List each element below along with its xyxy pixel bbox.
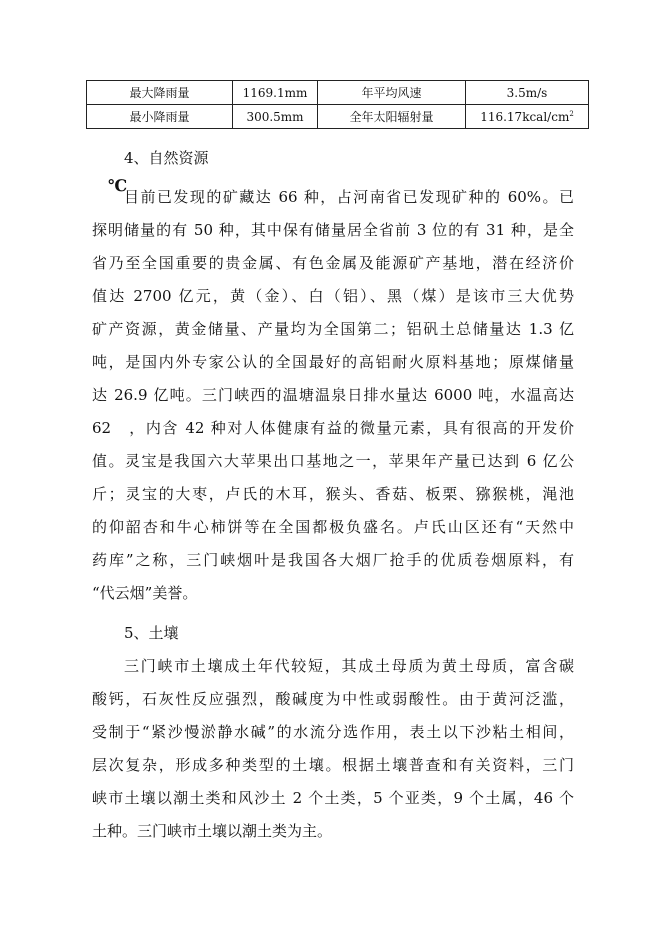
paragraph-line: 受制于“紧沙慢淤静水碱”的水流分选作用，表土以下沙粘土相间，	[92, 723, 574, 741]
table-cell-label: 最大降雨量	[87, 81, 233, 105]
solar-radiation-value: 116.17kcal/cm	[480, 109, 570, 124]
paragraph-line: 达 26.9 亿吨。三门峡西的温塘温泉日排水量达 6000 吨，水温高达	[92, 386, 574, 404]
table-cell-label: 年平均风速	[318, 81, 466, 105]
section-heading-natural-resources: 4、自然资源	[124, 149, 209, 167]
degree-symbol: ℃	[108, 176, 128, 195]
table-row	[87, 105, 589, 129]
paragraph-line: 药库”之称，三门峡烟叶是我国各大烟厂抢手的优质卷烟原料，有	[92, 551, 574, 569]
section-heading-soil: 5、土壤	[124, 624, 179, 642]
paragraph-line: 探明储量的有 50 种，其中保有储量居全省前 3 位的有 31 种，是全	[92, 221, 574, 239]
paragraph-line: 值。灵宝是我国六大苹果出口基地之一，苹果年产量已达到 6 亿公	[92, 452, 574, 470]
paragraph-line: 酸钙，石灰性反应强烈，酸碱度为中性或弱酸性。由于黄河泛滥，	[92, 690, 574, 708]
paragraph-line: 值达 2700 亿元，黄（金）、白（铝）、黑（煤）是该市三大优势	[92, 287, 574, 305]
paragraph-line: 斤；灵宝的大枣，卢氏的木耳，猴头、香菇、板栗、猕猴桃，渑池	[92, 485, 574, 503]
paragraph-line: 吨，是国内外专家公认的全国最好的高铝耐火原料基地；原煤储量	[92, 353, 574, 371]
table-cell-value: 300.5mm	[233, 105, 318, 129]
paragraph-line: 三门峡市土壤成土年代较短，其成土母质为黄土母质，富含碳	[124, 657, 574, 675]
table-cell-value: 3.5m/s	[466, 81, 589, 105]
paragraph-line: 层次复杂，形成多种类型的土壤。根据土壤普查和有关资料，三门	[92, 756, 574, 774]
table-cell-label: 全年太阳辐射量	[318, 105, 466, 129]
paragraph-line: 目前已发现的矿藏达 66 种，占河南省已发现矿种的 60%。已	[124, 188, 574, 206]
table-cell-value	[466, 105, 589, 129]
table-cell-label: 最小降雨量	[87, 105, 233, 129]
paragraph-line: 62 ，内含 42 种对人体健康有益的微量元素，具有很高的开发价	[92, 419, 574, 437]
table-row	[87, 81, 589, 105]
paragraph-line: 矿产资源，黄金储量、产量均为全国第二；铝矾土总储量达 1.3 亿	[92, 320, 574, 338]
paragraph-line: 省乃至全国重要的贵金属、有色金属及能源矿产基地，潜在经济价	[92, 254, 574, 272]
table-cell-value: 1169.1mm	[233, 81, 318, 105]
paragraph-line: “代云烟”美誉。	[92, 584, 198, 602]
paragraph-line: 土种。三门峡市土壤以潮土类为主。	[92, 822, 333, 840]
climate-data-table	[86, 80, 589, 129]
unit-exponent: 2	[569, 109, 574, 118]
paragraph-line: 的仰韶杏和牛心柿饼等在全国都极负盛名。卢氏山区还有“天然中	[92, 518, 574, 536]
paragraph-line: 峡市土壤以潮土类和风沙土 2 个土类，5 个亚类，9 个土属，46 个	[92, 789, 574, 807]
